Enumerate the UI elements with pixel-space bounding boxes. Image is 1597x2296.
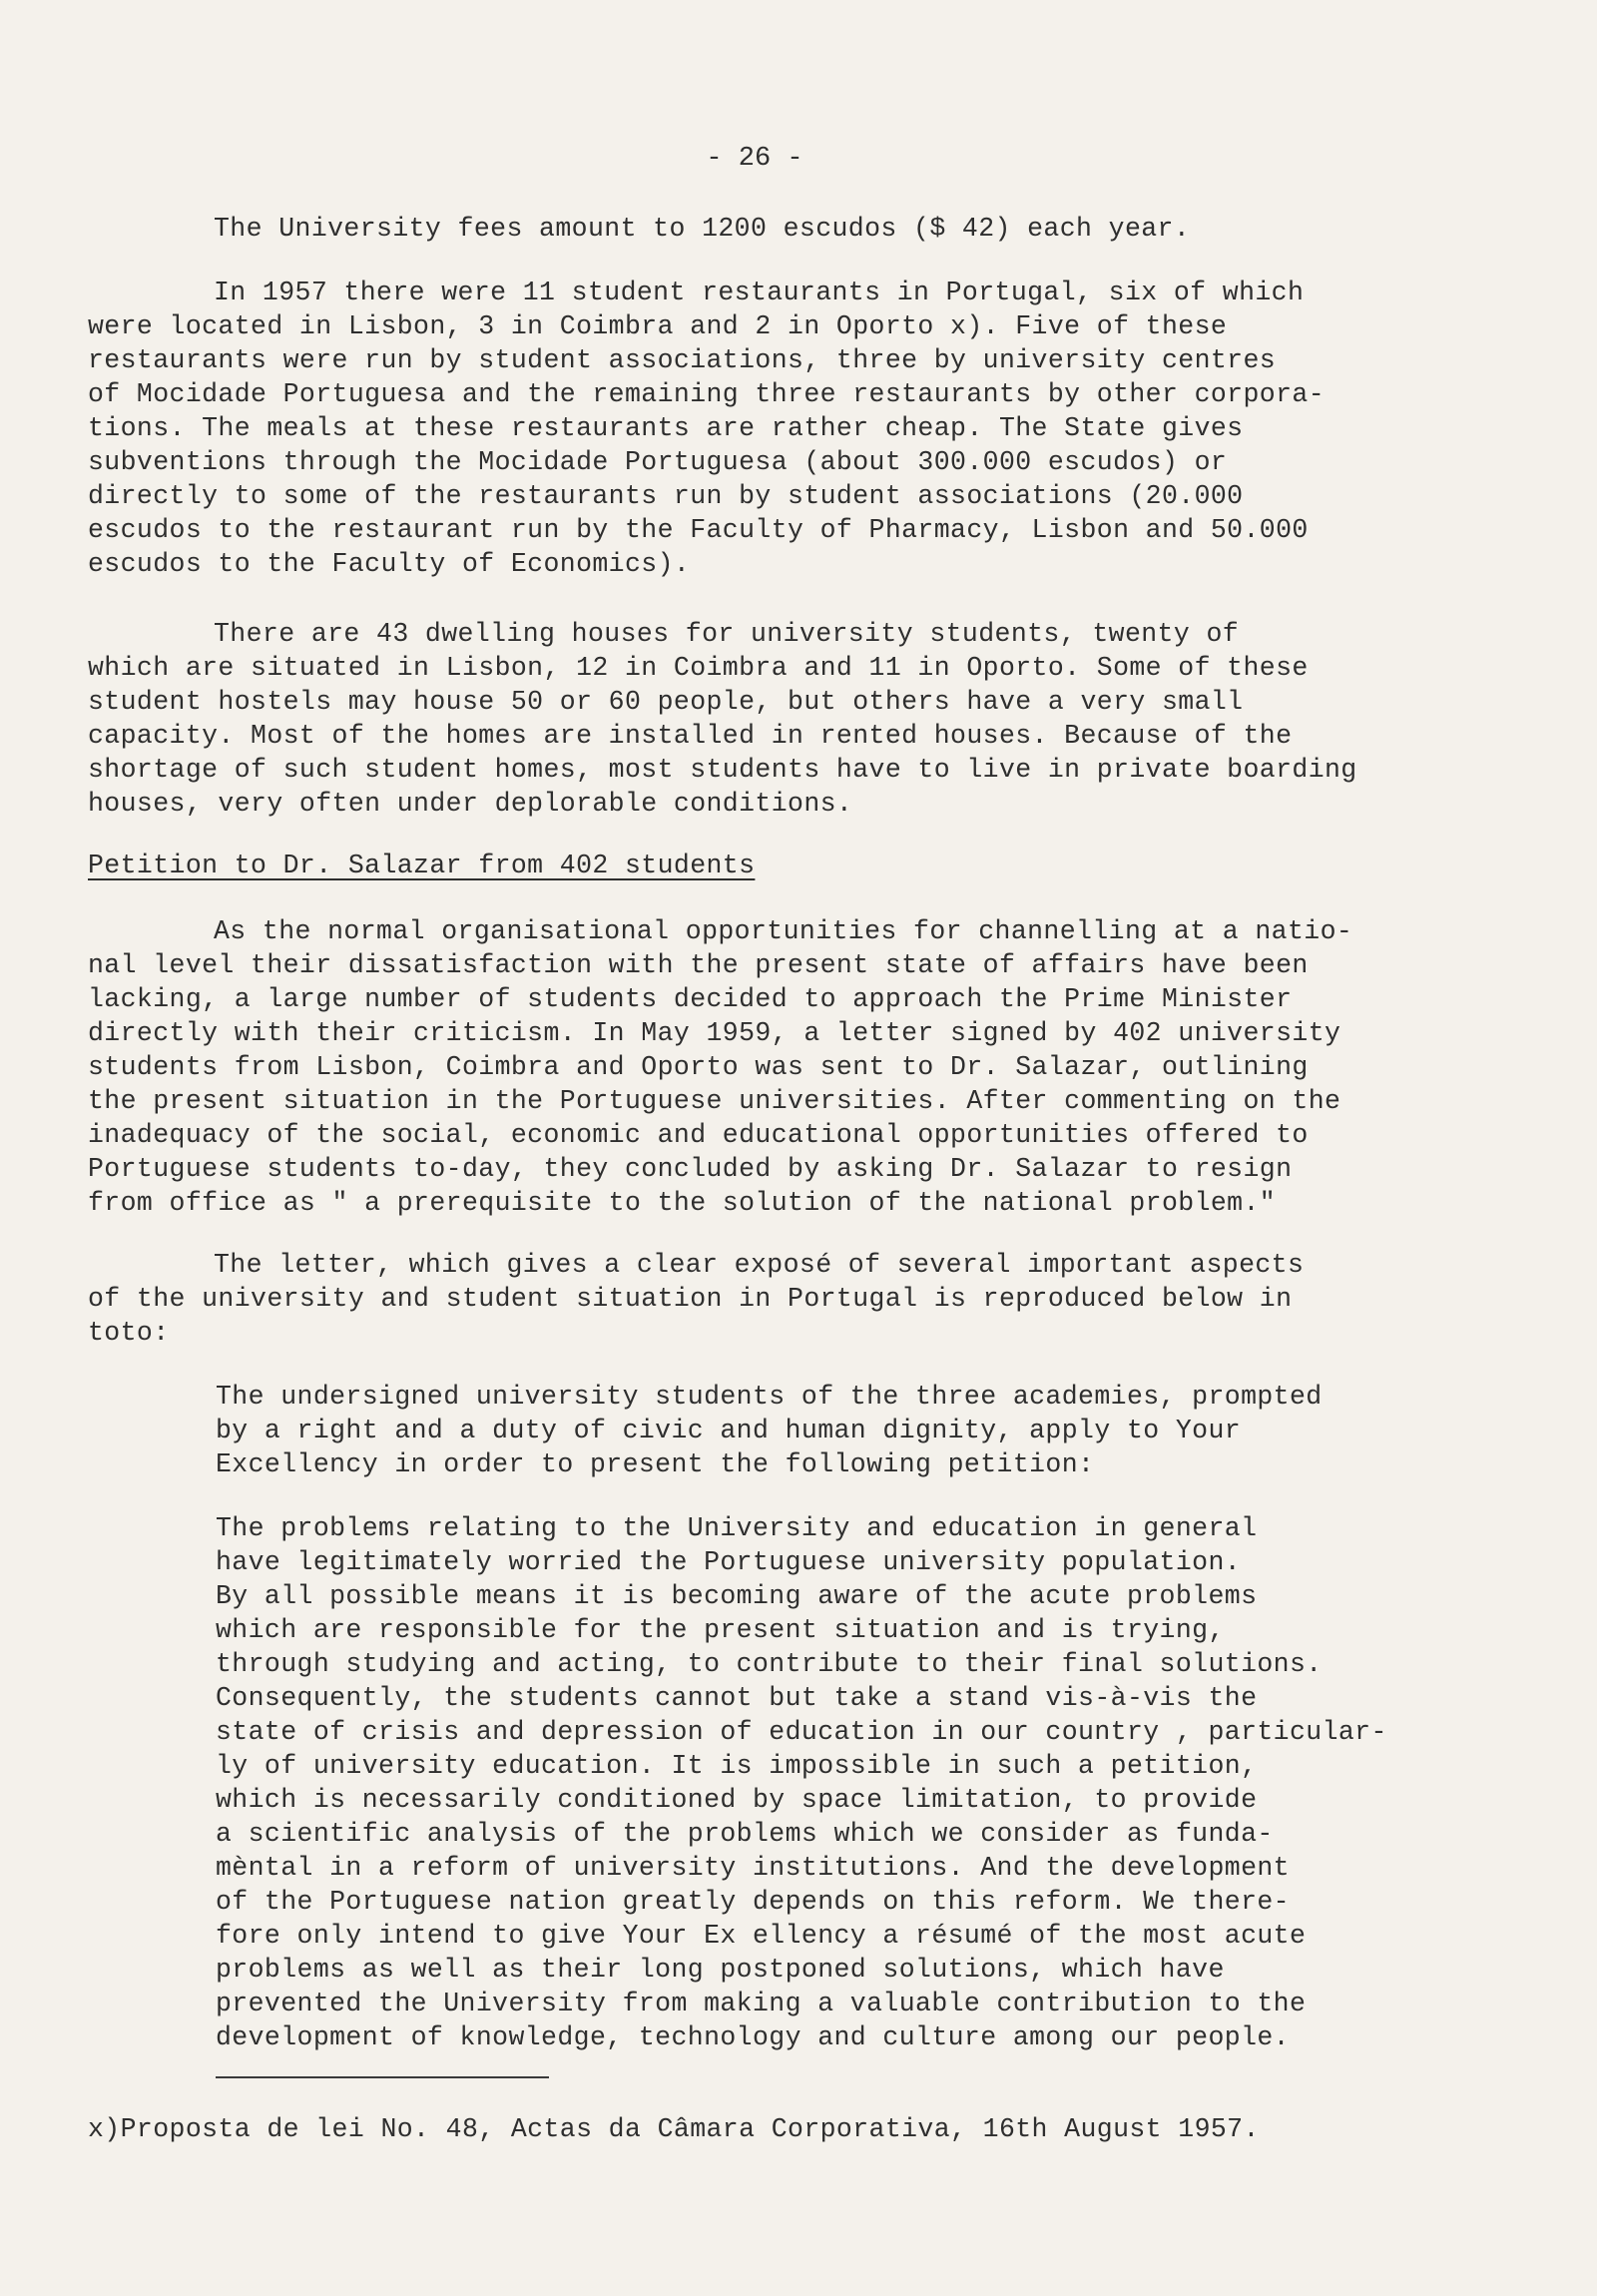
text-line: lacking, a large number of students decided to approach the Prime Minister: [88, 984, 1293, 1014]
text-line: development of knowledge, technology and culture among our people.: [216, 2022, 1290, 2052]
text-line: Portuguese students to-day, they concluded by asking Dr. Salazar to resign: [88, 1154, 1293, 1184]
text-line: fore only intend to give Your Ex ellency a résumé of the most acute: [216, 1921, 1307, 1951]
text-line: escudos to the restaurant run by the Faculty of Pharmacy, Lisbon and 50.000: [88, 515, 1309, 545]
text-line: from office as " a prerequisite to the solution of the national problem.": [88, 1188, 1277, 1218]
housing-paragraph: [88, 617, 1515, 821]
text-line: nal level their dissatisfaction with the present state of affairs have been: [88, 950, 1309, 980]
text-line: escudos to the Faculty of Economics).: [88, 549, 691, 579]
footnote: x)Proposta de lei No. 48, Actas da Câmara Corporativa, 16th August 1957.: [88, 2114, 1260, 2144]
text-line: which is necessarily conditioned by space limitation, to provide: [216, 1785, 1258, 1815]
section-heading: Petition to Dr. Salazar from 402 students: [88, 851, 756, 880]
page-number: - 26 -: [706, 144, 803, 174]
text-line: of Mocidade Portuguesa and the remaining three restaurants by other corpora-: [88, 379, 1325, 409]
text-line: As the normal organisational opportunities for channelling at a natio-: [214, 916, 1353, 946]
text-line: were located in Lisbon, 3 in Coimbra and 2 in Oporto x). Five of these: [88, 311, 1228, 341]
text-line: student hostels may house 50 or 60 people, but others have a very small: [88, 687, 1244, 717]
text-line: prevented the University from making a valuable contribution to the: [216, 1989, 1307, 2018]
text-line: In 1957 there were 11 student restaurants in Portugal, six of which: [214, 278, 1305, 307]
text-line: By all possible means it is becoming aware of the acute problems: [216, 1581, 1258, 1611]
text-line: state of crisis and depression of education in our country , particular-: [216, 1717, 1387, 1747]
text-line: The letter, which gives a clear exposé of several important aspects: [214, 1250, 1305, 1280]
text-line: which are situated in Lisbon, 12 in Coimbra and 11 in Oporto. Some of these: [88, 653, 1309, 683]
text-line: a scientific analysis of the problems which we consider as funda-: [216, 1819, 1274, 1849]
text-line: ly of university education. It is impossible in such a petition,: [216, 1751, 1258, 1781]
text-line: toto:: [88, 1318, 170, 1348]
text-line: of the Portuguese nation greatly depends on this reform. We there-: [216, 1887, 1290, 1917]
text-line: The undersigned university students of the three academies, prompted: [216, 1382, 1323, 1412]
text-line: mèntal in a reform of university institutions. And the development: [216, 1853, 1290, 1883]
text-line: Excellency in order to present the following petition:: [216, 1449, 1095, 1479]
text-line: directly to some of the restaurants run by student associations (20.000: [88, 481, 1244, 511]
text-line: restaurants were run by student associations, three by university centres: [88, 345, 1277, 375]
text-line: capacity. Most of the homes are installed in rented houses. Because of the: [88, 721, 1293, 751]
text-line: inadequacy of the social, economic and educational opportunities offered to: [88, 1120, 1309, 1150]
text-line: The University fees amount to 1200 escudos ($ 42) each year.: [214, 214, 1191, 244]
text-line: by a right and a duty of civic and human dignity, apply to Your: [216, 1416, 1242, 1445]
text-line: shortage of such student homes, most students have to live in private boarding: [88, 755, 1357, 785]
text-line: students from Lisbon, Coimbra and Oporto was sent to Dr. Salazar, outlining: [88, 1052, 1309, 1082]
letter-intro-paragraph: [88, 1248, 1515, 1350]
fees-paragraph: [88, 212, 1515, 246]
footnote-divider: [216, 2076, 549, 2078]
quoted-letter-paragraph-2: [216, 1511, 1513, 2054]
text-line: There are 43 dwelling houses for university students, twenty of: [214, 619, 1240, 649]
text-line: of the university and student situation in Portugal is reproduced below in: [88, 1284, 1293, 1314]
text-line: problems as well as their long postponed solutions, which have: [216, 1955, 1225, 1985]
text-line: directly with their criticism. In May 1959, a letter signed by 402 university: [88, 1018, 1341, 1048]
text-line: subventions through the Mocidade Portuguesa (about 300.000 escudos) or: [88, 447, 1228, 477]
text-line: houses, very often under deplorable conditions.: [88, 789, 853, 819]
restaurants-paragraph: [88, 276, 1515, 581]
text-line: have legitimately worried the Portuguese university population.: [216, 1547, 1242, 1577]
petition-intro-paragraph: [88, 914, 1515, 1220]
text-line: through studying and acting, to contribute to their final solutions.: [216, 1649, 1323, 1679]
text-line: which are responsible for the present situation and is trying,: [216, 1615, 1225, 1645]
quoted-letter-paragraph-1: [216, 1380, 1513, 1481]
text-line: The problems relating to the University and education in general: [216, 1513, 1258, 1543]
text-line: the present situation in the Portuguese universities. After commenting on the: [88, 1086, 1341, 1116]
text-line: Consequently, the students cannot but take a stand vis-à-vis the: [216, 1683, 1258, 1713]
text-line: tions. The meals at these restaurants are rather cheap. The State gives: [88, 413, 1244, 443]
